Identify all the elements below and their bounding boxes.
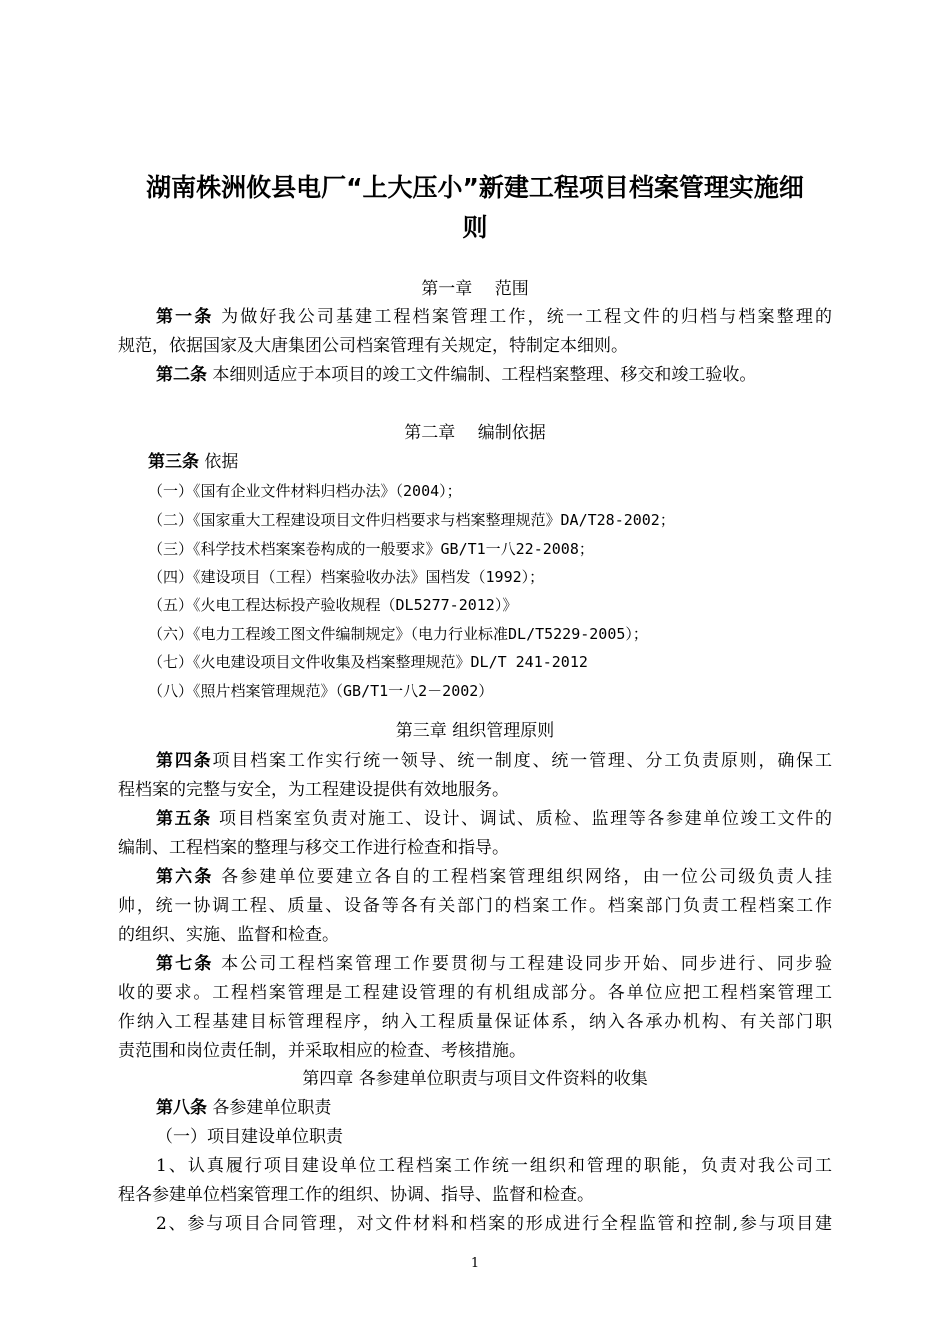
basis-item-5: （五）《火电工程达标投产验收规程（DL5277-2012）》 [148,596,518,614]
chapter-1-heading: 第一章 范围 [421,279,529,299]
article-5-line-1 [118,808,832,830]
article-5-label: 第五条 [156,809,212,829]
section-1-heading: （一）项目建设单位职责 [156,1127,343,1147]
article-7-line-1 [118,953,832,975]
item-1-line-2: 程各参建单位档案管理工作的组织、协调、指导、监督和检查。 [118,1185,594,1205]
article-6-label: 第六条 [156,867,214,887]
article-6-line-2: 帅，统一协调工程、质量、设备等各有关部门的档案工作。档案部门负责工程档案工作 [118,896,832,916]
article-7-label: 第七条 [156,954,214,974]
page-number: 1 [470,1256,480,1271]
article-3-label: 第三条 [148,452,199,472]
article-4-text-1: 项目档案工作实行统一领导、统一制度、统一管理、分工负责原则，确保工 [212,751,833,771]
article-2-line-1 [156,364,756,386]
item-2-line-1 [118,1213,832,1235]
article-4-line-2: 程档案的完整与安全，为工程建设提供有效地服务。 [118,780,509,800]
article-6-text-1: 各参建单位要建立各自的工程档案管理组织网络，由一位公司级负责人挂 [221,867,833,887]
article-1-text-1: 为做好我公司基建工程档案管理工作，统一工程文件的归档与档案整理的 [221,307,833,327]
page-title-line-1: 湖南株洲攸县电厂“上大压小”新建工程项目档案管理实施细 [146,173,804,202]
item-1-text-1: 1、认真履行项目建设单位工程档案工作统一组织和管理的职能，负责对我公司工 [156,1156,832,1176]
article-8-text: 各参建单位职责 [212,1098,332,1118]
article-7-line-3: 作纳入工程基建目标管理程序，纳入工程质量保证体系，纳入各承办机构、有关部门职 [118,1012,832,1032]
item-2-text-1: 2、参与项目合同管理，对文件材料和档案的形成进行全程监管和控制,参与项目建 [156,1214,832,1234]
article-6-line-3: 的组织、实施、监督和检查。 [118,925,339,945]
basis-item-1: （一）《国有企业文件材料归档办法》（2004）； [148,482,462,500]
article-8-line [156,1097,331,1119]
basis-item-8: （八）《照片档案管理规范》（GB/T1一八2－2002） [148,682,494,700]
basis-item-6: （六）《电力工程竣工图文件编制规定》（电力行业标准DL/T5229-2005）； [148,625,648,643]
item-1-line-1 [118,1155,832,1177]
article-7-line-4: 责范围和岗位责任制，并采取相应的检查、考核措施。 [118,1041,526,1061]
chapter-4-heading: 第四章 各参建单位职责与项目文件资料的收集 [302,1069,648,1089]
article-7-line-2: 收的要求。工程档案管理是工程建设管理的有机组成部分。各单位应把工程档案管理工 [118,983,832,1003]
article-5-line-2: 编制、工程档案的整理与移交工作进行检查和指导。 [118,838,509,858]
chapter-3-heading: 第三章 组织管理原则 [395,721,555,741]
page-title-line-2: 则 [462,213,488,242]
chapter-2-heading: 第二章 编制依据 [404,423,546,443]
page-title [118,168,832,248]
article-3-line [148,451,238,473]
article-1-label: 第一条 [156,307,214,327]
article-1-line-2: 规范，依据国家及大唐集团公司档案管理有关规定，特制定本细则。 [118,336,628,356]
article-5-text-1: 项目档案室负责对施工、设计、调试、质检、监理等各参建单位竣工文件的 [218,809,833,829]
basis-item-4: （四）《建设项目（工程）档案验收办法》国档发（1992）； [148,568,545,586]
basis-item-7: （七）《火电建设项目文件收集及档案整理规范》DL/T 241-2012 [148,653,588,671]
article-8-label: 第八条 [156,1098,207,1118]
basis-item-2: （二）《国家重大工程建设项目文件归档要求与档案整理规范》DA/T28-2002； [148,511,675,529]
article-7-text-1: 本公司工程档案管理工作要贯彻与工程建设同步开始、同步进行、同步验 [221,954,833,974]
article-4-line-1 [118,750,832,772]
article-4-label: 第四条 [156,751,213,771]
article-2-label: 第二条 [156,365,207,385]
article-3-text: 依据 [204,452,239,472]
article-6-line-1 [118,866,832,888]
basis-item-3: （三）《科学技术档案案卷构成的一般要求》GB/T1一八22-2008； [148,540,594,558]
article-1-line-1 [118,306,832,328]
article-2-text: 本细则适应于本项目的竣工文件编制、工程档案整理、移交和竣工验收。 [212,365,757,385]
